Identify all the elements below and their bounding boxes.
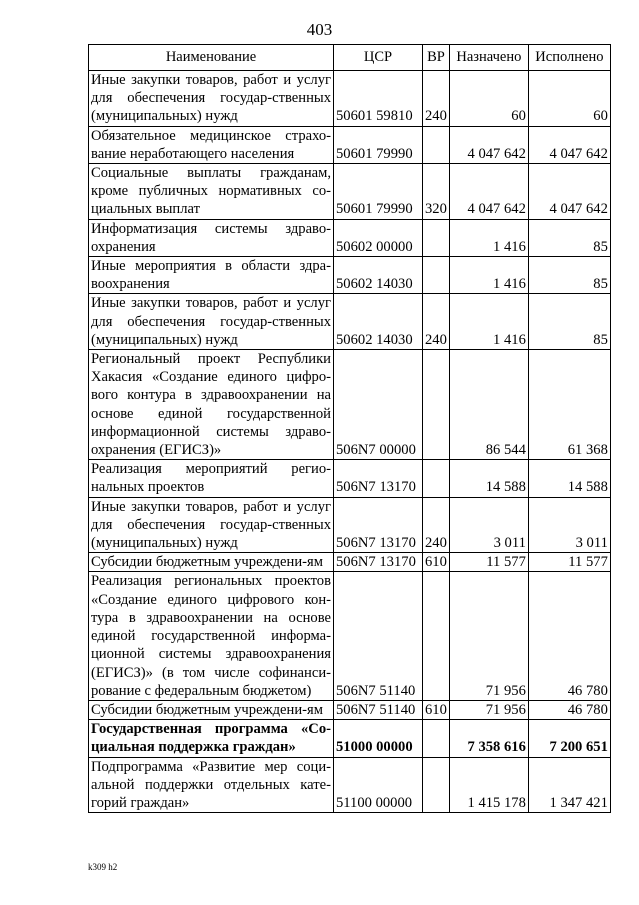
row-csr: 51000 00000 <box>334 720 423 757</box>
row-assigned: 71 956 <box>449 572 528 700</box>
row-executed: 11 577 <box>528 553 610 572</box>
table-row <box>89 460 611 497</box>
row-name: Информатизация системы здраво-охранения <box>89 219 334 256</box>
table-row <box>89 497 611 553</box>
header-vr: ВР <box>423 45 450 71</box>
row-csr: 506N7 51140 <box>334 572 423 700</box>
row-csr: 50601 59810 <box>334 71 423 127</box>
header-row <box>89 45 611 71</box>
row-name: Субсидии бюджетным учреждени-ям <box>89 553 334 572</box>
row-assigned: 4 047 642 <box>449 164 528 220</box>
header-assigned: Назначено <box>449 45 528 71</box>
row-executed: 3 011 <box>528 497 610 553</box>
row-name: Реализация региональных проектов «Создание единого цифрового кон-тура в здравоохранении на основе единой государственной информа-ционной системы здравоохранения (ЕГИСЗ)» (в том числе софинанси-рование с федеральным бюджетом) <box>89 572 334 700</box>
row-csr: 50601 79990 <box>334 164 423 220</box>
row-name: Реализация мероприятий регио-нальных проектов <box>89 460 334 497</box>
row-executed: 46 780 <box>528 572 610 700</box>
row-name: Региональный проект Республики Хакасия «Создание единого цифро-вого контура в здравоохранении на основе единой государственной информационной системы здраво-охранения (ЕГИСЗ)» <box>89 350 334 460</box>
header-csr: ЦСР <box>334 45 423 71</box>
row-assigned: 1 415 178 <box>449 757 528 813</box>
row-vr <box>423 757 450 813</box>
table-row <box>89 757 611 813</box>
row-assigned: 14 588 <box>449 460 528 497</box>
row-name: Обязательное медицинское страхо-вание неработающего населения <box>89 126 334 163</box>
row-name: Иные мероприятия в области здра-воохранения <box>89 257 334 294</box>
row-name: Государственная программа «Со-циальная поддержка граждан» <box>89 720 334 757</box>
row-executed: 14 588 <box>528 460 610 497</box>
header-executed: Исполнено <box>528 45 610 71</box>
row-assigned: 11 577 <box>449 553 528 572</box>
row-csr: 50602 00000 <box>334 219 423 256</box>
row-csr: 506N7 00000 <box>334 350 423 460</box>
row-vr: 240 <box>423 71 450 127</box>
header-name: Наименование <box>89 45 334 71</box>
table-row <box>89 126 611 163</box>
table-row <box>89 71 611 127</box>
row-assigned: 1 416 <box>449 294 528 350</box>
row-assigned: 71 956 <box>449 700 528 719</box>
row-vr <box>423 126 450 163</box>
row-executed: 85 <box>528 257 610 294</box>
row-csr: 506N7 13170 <box>334 460 423 497</box>
row-vr: 610 <box>423 700 450 719</box>
table-row <box>89 257 611 294</box>
row-executed: 60 <box>528 71 610 127</box>
budget-table <box>88 44 611 813</box>
row-csr: 51100 00000 <box>334 757 423 813</box>
row-csr: 506N7 51140 <box>334 700 423 719</box>
row-executed: 85 <box>528 294 610 350</box>
row-assigned: 7 358 616 <box>449 720 528 757</box>
row-name: Иные закупки товаров, работ и услуг для обеспечения государ-ственных (муниципальных) нужд <box>89 294 334 350</box>
row-executed: 46 780 <box>528 700 610 719</box>
table-row <box>89 294 611 350</box>
table-row <box>89 700 611 719</box>
row-executed: 4 047 642 <box>528 164 610 220</box>
row-assigned: 1 416 <box>449 219 528 256</box>
row-vr: 610 <box>423 553 450 572</box>
page-number: 403 <box>306 20 333 39</box>
table-row <box>89 553 611 572</box>
row-csr: 50602 14030 <box>334 257 423 294</box>
row-vr <box>423 350 450 460</box>
row-vr <box>423 219 450 256</box>
table-row <box>89 164 611 220</box>
table-row <box>89 350 611 460</box>
row-csr: 50601 79990 <box>334 126 423 163</box>
footer-code: k309 h2 <box>88 862 118 872</box>
row-assigned: 3 011 <box>449 497 528 553</box>
table-row <box>89 219 611 256</box>
row-vr <box>423 572 450 700</box>
row-assigned: 60 <box>449 71 528 127</box>
row-vr <box>423 257 450 294</box>
row-name: Иные закупки товаров, работ и услуг для обеспечения государ-ственных (муниципальных) нужд <box>89 71 334 127</box>
row-vr: 320 <box>423 164 450 220</box>
row-assigned: 4 047 642 <box>449 126 528 163</box>
row-assigned: 86 544 <box>449 350 528 460</box>
row-assigned: 1 416 <box>449 257 528 294</box>
table-body <box>89 71 611 813</box>
table-row <box>89 720 611 757</box>
row-vr <box>423 460 450 497</box>
row-executed: 4 047 642 <box>528 126 610 163</box>
row-vr: 240 <box>423 294 450 350</box>
row-csr: 506N7 13170 <box>334 553 423 572</box>
row-name: Иные закупки товаров, работ и услуг для обеспечения государ-ственных (муниципальных) нужд <box>89 497 334 553</box>
row-name: Социальные выплаты гражданам, кроме публичных нормативных со-циальных выплат <box>89 164 334 220</box>
row-name: Субсидии бюджетным учреждени-ям <box>89 700 334 719</box>
row-csr: 506N7 13170 <box>334 497 423 553</box>
row-vr <box>423 720 450 757</box>
row-vr: 240 <box>423 497 450 553</box>
row-executed: 1 347 421 <box>528 757 610 813</box>
row-executed: 61 368 <box>528 350 610 460</box>
row-executed: 7 200 651 <box>528 720 610 757</box>
table-row <box>89 572 611 700</box>
row-executed: 85 <box>528 219 610 256</box>
row-csr: 50602 14030 <box>334 294 423 350</box>
row-name: Подпрограмма «Развитие мер соци-альной поддержки отдельных кате-горий граждан» <box>89 757 334 813</box>
